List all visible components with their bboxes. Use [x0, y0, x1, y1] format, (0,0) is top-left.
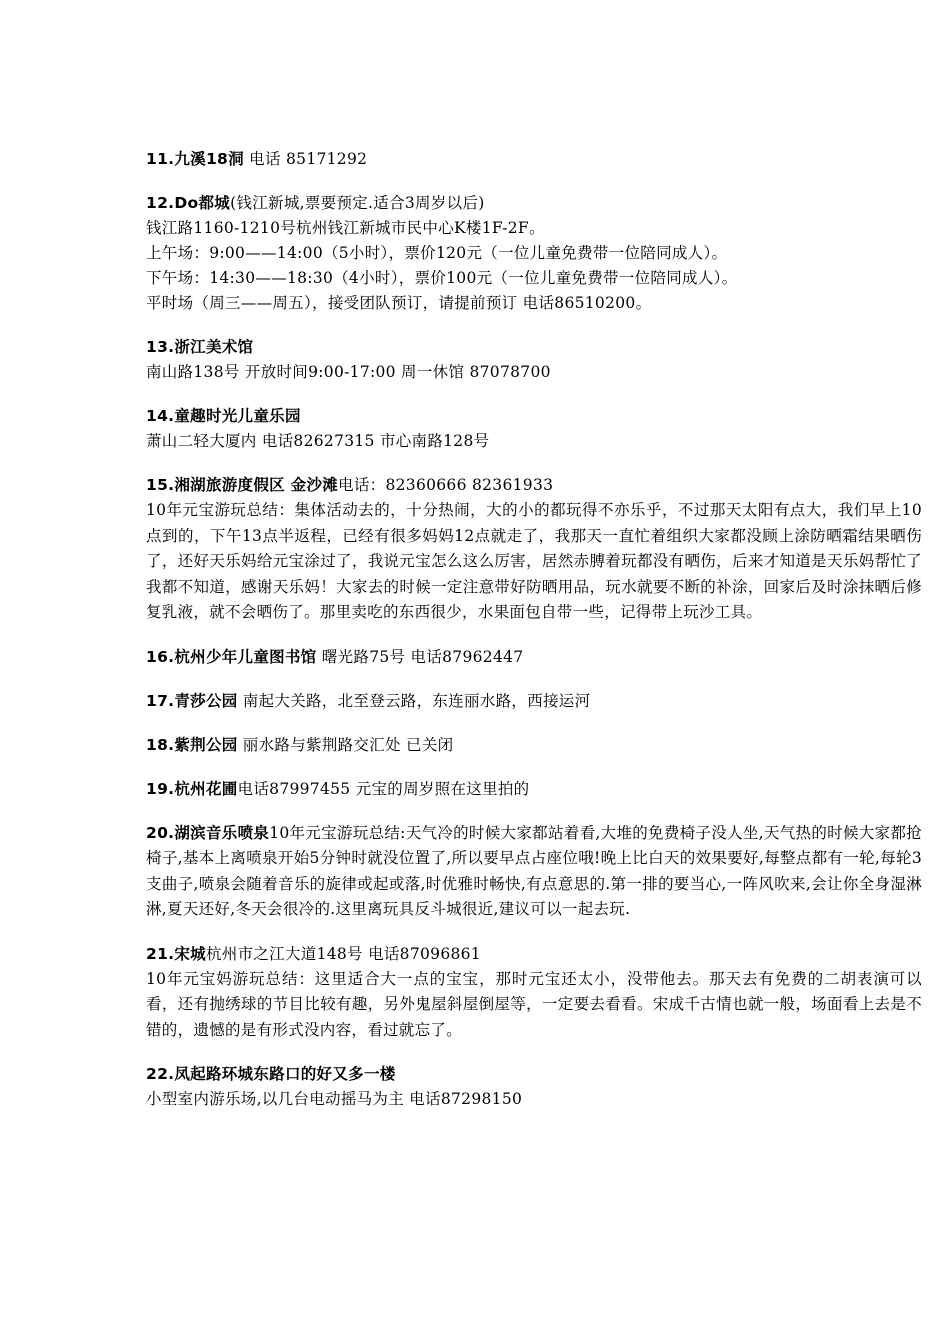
- entry-11: [146, 147, 922, 172]
- entry-inline: 南起大关路，北至登云路，东连丽水路，西接运河: [237, 691, 591, 710]
- entry-paragraph: [146, 821, 922, 923]
- entry-title: 15.湘湖旅游度假区 金沙滩: [146, 476, 339, 494]
- entry-line: 钱江路1160-1210号杭州钱江新城市民中心K楼1F-2F。: [146, 219, 545, 237]
- entry-inline: 电话87997455 元宝的周岁照在这里拍的: [237, 779, 530, 798]
- entry-17: [146, 689, 922, 714]
- entry-inline: 电话：82360666 82361933: [338, 476, 554, 494]
- entry-title: 17.青莎公园: [146, 691, 238, 710]
- entry-16: [146, 645, 922, 670]
- entry-line: 平时场（周三——周五），接受团队预订，请提前预订 电话86510200。: [146, 294, 652, 312]
- entry-title: 22.凤起路环城东路口的好又多一楼: [146, 1065, 396, 1083]
- entry-21: [146, 942, 922, 1044]
- entry-line: 南山路138号 开放时间9:00-17:00 周一休馆 87078700: [146, 363, 551, 381]
- document-page: [146, 147, 922, 1131]
- entry-heading: [146, 733, 922, 758]
- entry-line: 小型室内游乐场,以几台电动摇马为主 电话87298150: [146, 1090, 523, 1108]
- entry-heading: [146, 942, 922, 967]
- entry-heading: [146, 191, 922, 216]
- entry-heading: [146, 473, 922, 498]
- entry-heading: [146, 777, 922, 802]
- entry-heading: [146, 645, 922, 670]
- entry-title: 18.紫荆公园: [146, 735, 238, 754]
- entry-inline: 曙光路75号 电话87962447: [316, 647, 524, 666]
- entry-inline: 丽水路与紫荆路交汇处 已关闭: [237, 735, 454, 754]
- entry-paragraph: 10年元宝游玩总结：集体活动去的，十分热闹，大的小的都玩得不亦乐乎，不过那天太阳有点大，我们早上10点到的，下午13点半返程，已经有很多妈妈12点就走了，我那天一直忙着组织大家都没顾上涂防晒霜结果晒伤了，还好天乐妈给元宝涂过了，我说元宝怎么这么厉害，居然赤膊着玩都没有晒伤，后来才知道是天乐妈帮忙了我都不知道，感谢天乐妈！大家去的时候一定注意带好防晒用品，玩水就要不断的补涂，回家后及时涂抹晒后修复乳液，就不会晒伤了。那里卖吃的东西很少，水果面包自带一些，记得带上玩沙工具。: [146, 501, 922, 621]
- entry-18: [146, 733, 922, 758]
- entry-line: 下午场：14:30——18:30（4小时），票价100元（一位儿童免费带一位陪同成人）。: [146, 269, 738, 287]
- entry-heading: [146, 147, 922, 172]
- entry-paragraph: 10年元宝妈游玩总结：这里适合大一点的宝宝，那时元宝还太小，没带他去。那天去有免费的二胡表演可以看，还有抛绣球的节目比较有趣，另外鬼屋斜屋倒屋等，一定要去看看。宋成千古情也就一般，场面看上去是不错的，遗憾的是有形式没内容，看过就忘了。: [146, 969, 922, 1039]
- entry-title: 21.宋城: [146, 944, 206, 963]
- entry-inline: (钱江新城,票要预定.适合3周岁以后): [230, 194, 485, 212]
- entry-line: 萧山二轻大厦内 电话82627315 市心南路128号: [146, 432, 490, 450]
- entry-heading: [146, 1062, 922, 1087]
- entry-22: [146, 1062, 922, 1112]
- entry-15: [146, 473, 922, 626]
- entry-20: [146, 821, 922, 923]
- entry-19: [146, 777, 922, 802]
- entry-title: 11.九溪18洞: [146, 150, 244, 168]
- entry-heading: [146, 404, 922, 429]
- entry-13: [146, 335, 922, 385]
- entry-title: 16.杭州少年儿童图书馆: [146, 647, 317, 666]
- entry-12: [146, 191, 922, 316]
- entry-title: 20.湖滨音乐喷泉: [146, 823, 270, 842]
- entry-line: 上午场：9:00——14:00（5小时），票价120元（一位儿童免费带一位陪同成人）。: [146, 244, 728, 262]
- entry-title: 13.浙江美术馆: [146, 338, 254, 356]
- entry-14: [146, 404, 922, 454]
- entry-title: 19.杭州花圃: [146, 779, 238, 798]
- entry-heading: [146, 689, 922, 714]
- entry-inline: 杭州市之江大道148号 电话87096861: [205, 944, 481, 963]
- entry-title: 14.童趣时光儿童乐园: [146, 407, 301, 425]
- entry-inline: 电话 85171292: [243, 150, 368, 168]
- entry-inline-paragraph: 10年元宝游玩总结:天气冷的时候大家都站着看,大堆的免费椅子没人坐,天气热的时候大家都抢椅子,基本上离喷泉开始5分钟时就没位置了,所以要早点占座位哦!晚上比白天的效果要好,每整点都有一轮,每轮3支曲子,喷泉会随着音乐的旋律或起或落,时优雅时畅快,有点意思的.第一排的要当心,一阵风吹来,会让你全身湿淋淋,夏天还好,冬天会很冷的.这里离玩具反斗城很近,建议可以一起去玩.: [146, 823, 922, 918]
- entry-title: 12.Do都城: [146, 194, 231, 212]
- entry-heading: [146, 335, 922, 360]
